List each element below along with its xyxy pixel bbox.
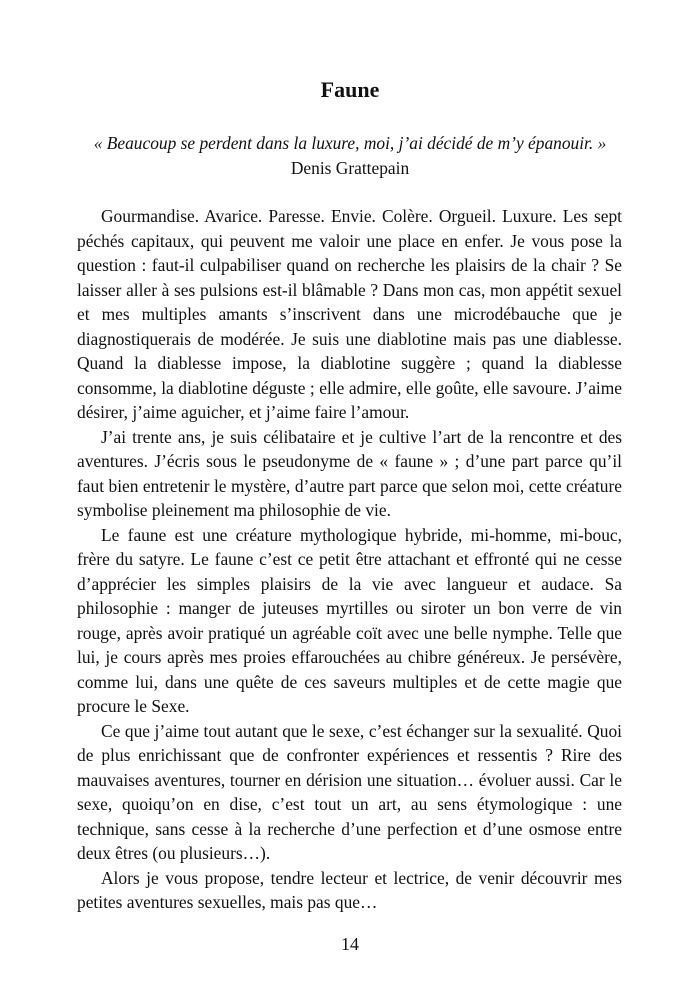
page-number: 14 xyxy=(341,934,359,954)
paragraph: J’ai trente ans, je suis célibataire et je cultive l’art de la rencontre et des aventures. J’écris sous le pseudonyme de « faune » ; d’une part parce qu’il faut bien entretenir le mystère, d’autre part parce que selon moi, cette créature symbolise pleinement ma philosophie de vie. xyxy=(77,426,622,520)
paragraph: Le faune est une créature mythologique hybride, mi-homme, mi-bouc, frère du satyre. Le faune c’est ce petit être attachant et effronté qui ne cesse d’apprécier les simples plaisirs de la vie avec langueur et audace. Sa philosophie : manger de juteuses myrtilles ou siroter un bon verre de vin rouge, après avoir pratiqué un agréable coït avec une belle nymphe. Telle que lui, je cours après mes proies effarouchées au chibre généreux. Je persévère, comme lui, dans une quête de ces saveurs multiples et de cette magie que procure le Sexe. xyxy=(77,524,622,716)
epigraph-author: Denis Grattepain xyxy=(290,158,410,178)
epigraph xyxy=(60,131,640,181)
paragraph: Ce que j’aime tout autant que le sexe, c’est échanger sur la sexualité. Quoi de plus enrichissant que de confronter expériences et ressentis ? Rire des mauvaises aventures, tourner en dérision une situation… évoluer aussi. Car le sexe, quoiqu’on en dise, c’est tout un art, au sens étymologique : une technique, sans cesse à la recherche d’une perfection et d’une osmose entre deux êtres (ou plusieurs…). xyxy=(77,720,622,863)
chapter-body xyxy=(77,204,622,915)
chapter-title: Faune xyxy=(320,77,380,102)
paragraph: Alors je vous propose, tendre lecteur et lectrice, de venir découvrir mes petites aventures sexuelles, mais pas que… xyxy=(77,867,622,912)
paragraph: Gourmandise. Avarice. Paresse. Envie. Colère. Orgueil. Luxure. Les sept péchés capitaux, qui peuvent me valoir une place en enfer. Je vous pose la question : faut-il culpabiliser quand on recherche les plaisirs de la chair ? Se laisser aller à ses pulsions est-il blâmable ? Dans mon cas, mon appétit sexuel et mes multiples amants s’inscrivent dans une microdébauche que je diagnostiquerais de modérée. Je suis une diablotine mais pas une diablesse. Quand la diablesse impose, la diablotine suggère ; quand la diablesse consomme, la diablotine déguste ; elle admire, elle goûte, elle savoure. J’aime désirer, j’aime aguicher, et j’aime faire l’amour. xyxy=(77,206,622,422)
epigraph-quote: « Beaucoup se perdent dans la luxure, moi, j’ai décidé de m’y épanouir. » xyxy=(93,133,607,153)
